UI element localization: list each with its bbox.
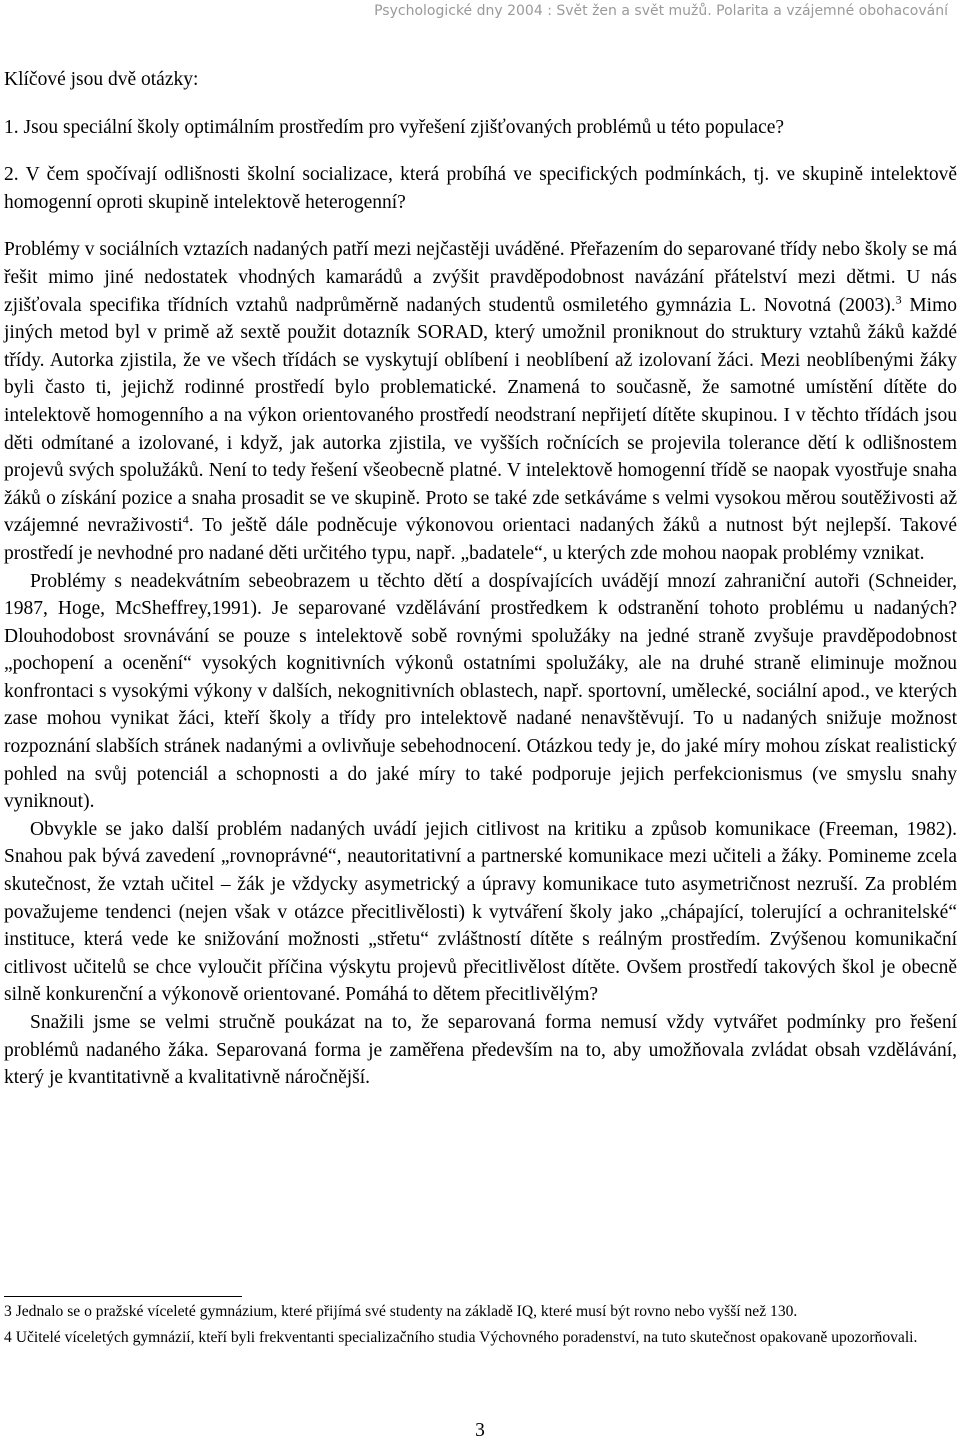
footnote-ref-4: 4 — [182, 512, 189, 527]
question-2: 2. V čem spočívají odlišnosti školní socializace, která probíhá ve specifických podmínkách, tj. ve skupině intelektově homogenní oproti skupině intelektově heterogenní? — [4, 164, 957, 213]
running-header: Psychologické dny 2004 : Svět žen a svět mužů. Polarita a vzájemné obohacování — [374, 3, 948, 19]
paragraph-text: Problémy v sociálních vztazích nadaných patří mezi nejčastěji uváděné. Přeřazením do separované třídy nebo školy se má řešit mimo jiné nedostatek vhodných kamarádů a zvýšit pravděpodobnost navázání přátelství mezi dětmi. U nás zjišťovala specifika třídních vztahů nadprůměrně nadaných studentů osmiletého gymnázia L. Novotná (2003). — [4, 239, 957, 316]
page-number: 3 — [475, 1420, 485, 1441]
paragraph-sensitivity: Obvykle se jako další problém nadaných uvádí jejich citlivost na kritiku a způsob komunikace (Freeman, 1982). Snahou pak bývá zavedení „rovnoprávné“, neautoritativní a partnerské komunikace mezi učiteli a žáky. Pomineme zcela skutečnost, že vztah učitel – žák je vždycky asymetrický a úpravy komunikace tuto asymetričnost nezruší. Za problém považujeme tendenci (nejen však v otázce přecitlivělosti) k vytváření školy jako „chápající, tolerující a ochranitelské“ instituce, která vede ke snižování možnosti „střetu“ zvláštností dítěte s reálným prostředím. Zvýšenou komunikační citlivost učitelů se chce vyloučit příčina výskytu projevů přecitlivělost dítěte. Ovšem prostředí takových škol je obecně silně konkurenční a výkonově orientované. Pomáhá to dětem přecitlivělým? — [4, 818, 957, 1006]
footnote-separator — [4, 1296, 242, 1297]
footnotes — [4, 1302, 954, 1353]
paragraph-text: Mimo jiných metod byl v primě až sextě použit dotazník SORAD, který umožnil proniknout do struktury vztahů žáků každé třídy. Autorka zjistila, že ve všech třídách se vyskytují oblíbení i neoblíbení až izolovaní žáci. Mezi neoblíbenými žáky byli často ti, jejichž rodinné prostředí bylo problematické. Znamená to současně, že samotné umístění dítěte do intelektově homogenního a na výkon orientovaného prostředí neodstraní nepřijetí dítěte skupinou. I v těchto třídách jsou děti odmítané a izolované, i když, jak autorka zjistila, ve vyšších ročnících se projevila tolerance dětí k odlišnostem projevů svých spolužáků. Není to tedy řešení všeobecně platné. V intelektově homogenní třídě se naopak vyostřuje snaha žáků o získání pozice a snaha prosadit se ve skupině. Proto se také zde setkáváme s velmi vysokou měrou soutěživosti až vzájemné nevraživosti — [4, 294, 957, 537]
paragraph-social-relations — [4, 236, 957, 567]
question-1: 1. Jsou speciální školy optimálním prostředím pro vyřešení zjišťovaných problémů u této populace? — [4, 116, 785, 138]
footnote-4: 4 Učitelé víceletých gymnázií, kteří byli frekventanti specializačního studia Výchovného poradenství, na tuto skutečnost opakovaně upozorňovali. — [4, 1328, 918, 1346]
paragraph-conclusion: Snažili jsme se velmi stručně poukázat na to, že separovaná forma nemusí vždy vytvářet podmínky pro řešení problémů nadaného žáka. Separovaná forma je zaměřena především na to, aby umožňovala zvládat obsah vzdělávání, který je kvantitativně a kvalitativně náročnější. — [4, 1012, 957, 1089]
footnote-ref-3: 3 — [895, 292, 902, 307]
intro-line: Klíčové jsou dvě otázky: — [4, 69, 199, 90]
footnote-3: 3 Jednalo se o pražské víceleté gymnázium, které přijímá své studenty na základě IQ, které musí být rovno nebo vyšší než 130. — [4, 1303, 798, 1320]
paragraph-text: . To ještě dále podněcuje výkonovou orientaci nadaných žáků a nutnost být nejlepší. Takové prostředí je nevhodné pro nadané děti určitého typu, např. „badatele“, u kterých zde mohou naopak problémy vznikat. — [4, 515, 957, 564]
paragraph-self-image: Problémy s neadekvátním sebeobrazem u těchto dětí a dospívajících uvádějí mnozí zahraniční autoři (Schneider, 1987, Hoge, McSheffrey,1991). Je separované vzdělávání prostředkem k odstranění tohoto problému u nadaných? Dlouhodobost srovnávání se pouze s intelektově sobě rovnými spolužáky na jedné straně zvyšuje pravděpodobnost „pochopení a ocenění“ vysokých kognitivních výkonů ostatními spolužáky, ale na druhé straně eliminuje možnou konfrontaci s vysokými výkony v dalších, nekognitivních oblastech, např. sportovní, umělecké, sociální apod., ve kterých zase mohou vynikat žáci, kteří školy a třídy pro intelektově nadané nenavštěvují. To u nadaných snižuje možnost rozpoznání slabších stránek nadanými a ovlivňuje sebehodnocení. Otázkou tedy je, do jaké míry mohou získat realistický pohled na svůj potenciál a schopnosti a do jaké míry to také podporuje jejich perfekcionismus (ve smyslu snahy vyniknout). — [4, 570, 957, 813]
document-body — [4, 66, 957, 1092]
